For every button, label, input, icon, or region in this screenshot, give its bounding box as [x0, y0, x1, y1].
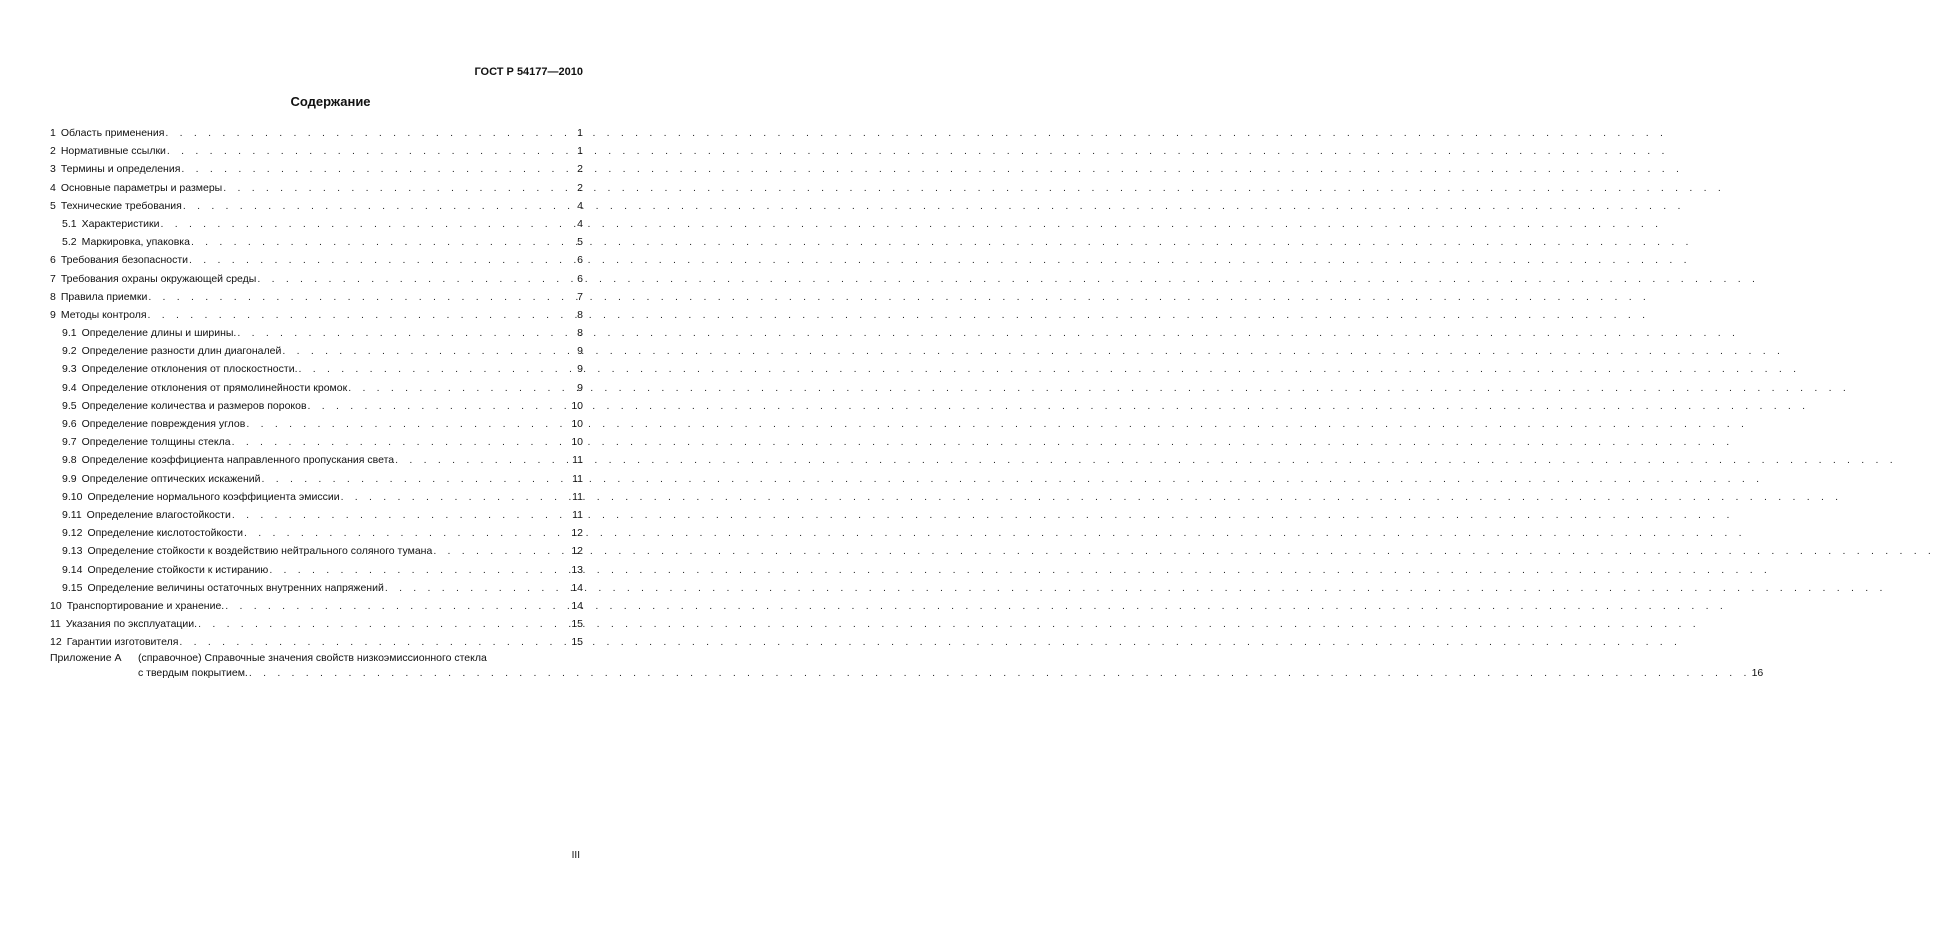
appendix-label: Приложение А — [50, 652, 122, 665]
dot-leader — [191, 233, 576, 251]
toc-entry[interactable] — [50, 197, 583, 215]
toc-entry-title: Определение повреждения углов — [81, 418, 246, 430]
toc-entry-number: 10 — [50, 599, 62, 612]
toc-entry-page: 2 — [577, 181, 583, 194]
toc-entry-page: 15 — [571, 618, 583, 631]
toc-entry-title: Определение толщины стекла — [81, 436, 231, 449]
dot-leader — [148, 288, 576, 306]
toc-entry[interactable] — [50, 633, 583, 651]
appendix-title-line2: с твердым покрытием. — [138, 667, 248, 680]
toc-entry-title: Методы контроля — [60, 308, 147, 321]
toc-entry-title: Маркировка, упаковка — [81, 236, 190, 249]
toc-entry-page: 5 — [577, 236, 583, 249]
toc-entry-title: Нормативные ссылки — [60, 145, 166, 158]
toc-entry[interactable] — [50, 124, 583, 142]
toc-entry[interactable] — [50, 379, 583, 397]
toc-entry-page: 11 — [572, 490, 583, 503]
toc-entry[interactable] — [50, 233, 583, 251]
toc-entry-number: 9.13 — [62, 545, 83, 558]
toc-entry-number: 8 — [50, 290, 56, 303]
toc-entry-number: 2 — [50, 145, 56, 158]
dot-leader — [223, 179, 576, 197]
toc-entry-title: Основные параметры и размеры — [60, 181, 223, 194]
toc-entry[interactable] — [50, 561, 583, 579]
dot-leader — [225, 597, 570, 615]
toc-entry-page: 11 — [572, 472, 583, 485]
dot-leader — [341, 488, 572, 506]
page-number: III — [571, 850, 580, 861]
toc-entry-title: Технические требования — [60, 199, 182, 212]
toc-entry-page: 8 — [577, 327, 583, 340]
toc-entry[interactable] — [50, 542, 583, 560]
appendix-title-line1: (справочное) Справочные значения свойств низкоэмиссионного стекла — [138, 652, 487, 665]
toc-entry-page: 11 — [572, 454, 583, 467]
toc-entry[interactable] — [50, 342, 583, 360]
toc-entry-title: Определение оптических искажений — [81, 472, 261, 485]
dot-leader — [165, 124, 576, 142]
toc-entry-title: Определение коэффициента направленного пропускания света — [81, 454, 395, 467]
toc-entry-number: 9.10 — [62, 490, 83, 503]
toc-entry[interactable] — [50, 451, 583, 469]
toc-entry-number: 9.4 — [62, 381, 77, 394]
toc-entry-number: 9.8 — [62, 454, 77, 467]
toc-entry-title: Гарантии изготовителя — [66, 636, 179, 649]
toc-entry-page: 11 — [572, 508, 583, 521]
toc-entry-number: 3 — [50, 163, 56, 176]
toc-entry-page: 9 — [577, 381, 583, 394]
toc-entry-number: 4 — [50, 181, 56, 194]
toc-entry[interactable] — [50, 270, 583, 288]
dot-leader — [433, 542, 570, 560]
toc-entry-number: 9.14 — [62, 563, 83, 576]
dot-leader — [181, 160, 576, 178]
toc-entry[interactable] — [50, 488, 583, 506]
toc-entry-page: 12 — [571, 527, 583, 540]
toc-entry[interactable] — [50, 470, 583, 488]
toc-entry-title: Термины и определения — [60, 163, 181, 176]
toc-entry[interactable] — [50, 579, 583, 597]
dot-leader — [237, 324, 576, 342]
toc-entry-number: 5.2 — [62, 236, 77, 249]
toc-entry-number: 1 — [50, 127, 56, 139]
toc-entry[interactable] — [50, 397, 583, 415]
toc-entry[interactable] — [50, 288, 583, 306]
toc-entry-title: Определение стойкости к воздействию нейтрального соляного тумана — [87, 545, 433, 558]
toc-entry-number: 9.11 — [62, 508, 82, 521]
dot-leader — [348, 379, 576, 397]
toc-entry-page: 13 — [571, 563, 583, 576]
toc-entry-title: Определение разности длин диагоналей — [81, 345, 282, 358]
toc-entry-number: 9.9 — [62, 472, 77, 485]
toc-entry-number: 9.15 — [62, 581, 83, 594]
dot-leader — [257, 270, 576, 288]
dot-leader — [160, 215, 576, 233]
toc-entry-title: Определение длины и ширины. — [81, 327, 237, 340]
toc-entry[interactable] — [50, 433, 583, 451]
toc-entry-number: 9.6 — [62, 418, 77, 430]
dot-leader — [246, 415, 570, 433]
toc-entry[interactable] — [50, 360, 583, 378]
toc-entry-page: 14 — [571, 599, 583, 612]
toc-entry-number: 12 — [50, 636, 62, 649]
dot-leader — [244, 524, 570, 542]
toc-entry-title: Определение величины остаточных внутренних напряжений — [87, 581, 384, 594]
toc-entry-page: 6 — [577, 254, 583, 267]
toc-entry-number: 6 — [50, 254, 56, 267]
toc-entry-page: 4 — [577, 199, 583, 212]
dot-leader — [189, 251, 576, 269]
toc-entry-number: 9.12 — [62, 527, 83, 540]
dot-leader — [183, 197, 576, 215]
toc-entry[interactable] — [50, 524, 583, 542]
toc-entry-page: 14 — [571, 581, 583, 594]
toc-entry[interactable] — [50, 597, 583, 615]
toc-entry-number: 9.7 — [62, 436, 77, 449]
toc-entry-title: Транспортирование и хранение. — [66, 599, 225, 612]
toc-entry-title: Требования безопасности — [60, 254, 189, 267]
dot-leader — [167, 142, 576, 160]
toc-entry-page: 10 — [571, 399, 583, 412]
toc-entry[interactable] — [50, 324, 583, 342]
toc-entry-page: 9 — [577, 345, 583, 358]
dot-leader — [282, 342, 576, 360]
toc-entry-title: Определение отклонения от плоскостности. — [81, 363, 298, 376]
toc-entry-page: 1 — [577, 127, 583, 139]
toc-entry-title: Область применения — [60, 127, 165, 139]
toc-entry-title: Определение количества и размеров пороков — [81, 399, 307, 412]
toc-entry-title: Требования охраны окружающей среды — [60, 272, 257, 285]
toc-entry-page: 1 — [577, 145, 583, 158]
toc-entry-page: 8 — [577, 308, 583, 321]
toc-entry-title: Правила приемки — [60, 290, 148, 303]
appendix-page-number: 16 — [1751, 667, 1764, 680]
toc-entry-title: Указания по эксплуатации. — [65, 618, 198, 631]
toc-entry-number: 5 — [50, 199, 56, 212]
toc-entry-page: 10 — [571, 418, 583, 430]
dot-leader — [395, 451, 571, 469]
toc-entry[interactable] — [50, 251, 583, 269]
dot-leader — [385, 579, 570, 597]
toc-entry[interactable] — [50, 179, 583, 197]
toc-entry-title: Определение стойкости к истиранию — [87, 563, 269, 576]
toc-entry[interactable] — [50, 506, 583, 524]
toc-entry[interactable] — [50, 142, 583, 160]
toc-entry-title: Определение отклонения от прямолинейности кромок — [81, 381, 348, 394]
toc-entry-page: 6 — [577, 272, 583, 285]
dot-leader — [249, 666, 1751, 681]
toc-entry-number: 9.5 — [62, 399, 77, 412]
dot-leader — [232, 506, 571, 524]
document-code: ГОСТ Р 54177—2010 — [474, 66, 583, 78]
toc-entry-number: 11 — [50, 618, 61, 631]
toc-entry[interactable] — [50, 415, 583, 433]
dot-leader — [269, 561, 570, 579]
dot-leader — [148, 306, 577, 324]
toc-entry-number: 9 — [50, 308, 56, 321]
dot-leader — [232, 433, 571, 451]
toc-entry[interactable] — [50, 160, 583, 178]
toc-appendix-entry[interactable] — [50, 651, 1764, 681]
toc-entry-number: 7 — [50, 272, 56, 285]
toc-entry-number: 5.1 — [62, 217, 77, 230]
toc-entry-page: 4 — [577, 217, 583, 230]
toc-entry-title: Определение нормального коэффициента эмиссии — [87, 490, 340, 503]
dot-leader — [179, 633, 570, 651]
toc-entry-number: 9.2 — [62, 345, 77, 358]
toc-entry-number: 9.3 — [62, 363, 77, 376]
toc-entry[interactable] — [50, 615, 583, 633]
toc-entry-page: 15 — [571, 636, 583, 649]
toc-entry-title: Характеристики — [81, 217, 160, 230]
toc-entry-page: 10 — [571, 436, 583, 449]
page-title: Содержание — [290, 94, 371, 109]
toc-entry-number: 9.1 — [62, 327, 77, 340]
dot-leader — [298, 360, 576, 378]
toc-entry[interactable] — [50, 306, 583, 324]
dot-leader — [261, 470, 571, 488]
toc-entry-title: Определение кислотостойкости — [87, 527, 243, 540]
toc-entry-page: 12 — [571, 545, 583, 558]
toc-entry-title: Определение влагостойкости — [86, 508, 231, 521]
toc-entry-page: 7 — [577, 290, 583, 303]
dot-leader — [198, 615, 570, 633]
toc-entry-page: 9 — [577, 363, 583, 376]
toc-entry-page: 2 — [577, 163, 583, 176]
table-of-contents — [50, 124, 1764, 681]
dot-leader — [308, 397, 571, 415]
toc-entry[interactable] — [50, 215, 583, 233]
